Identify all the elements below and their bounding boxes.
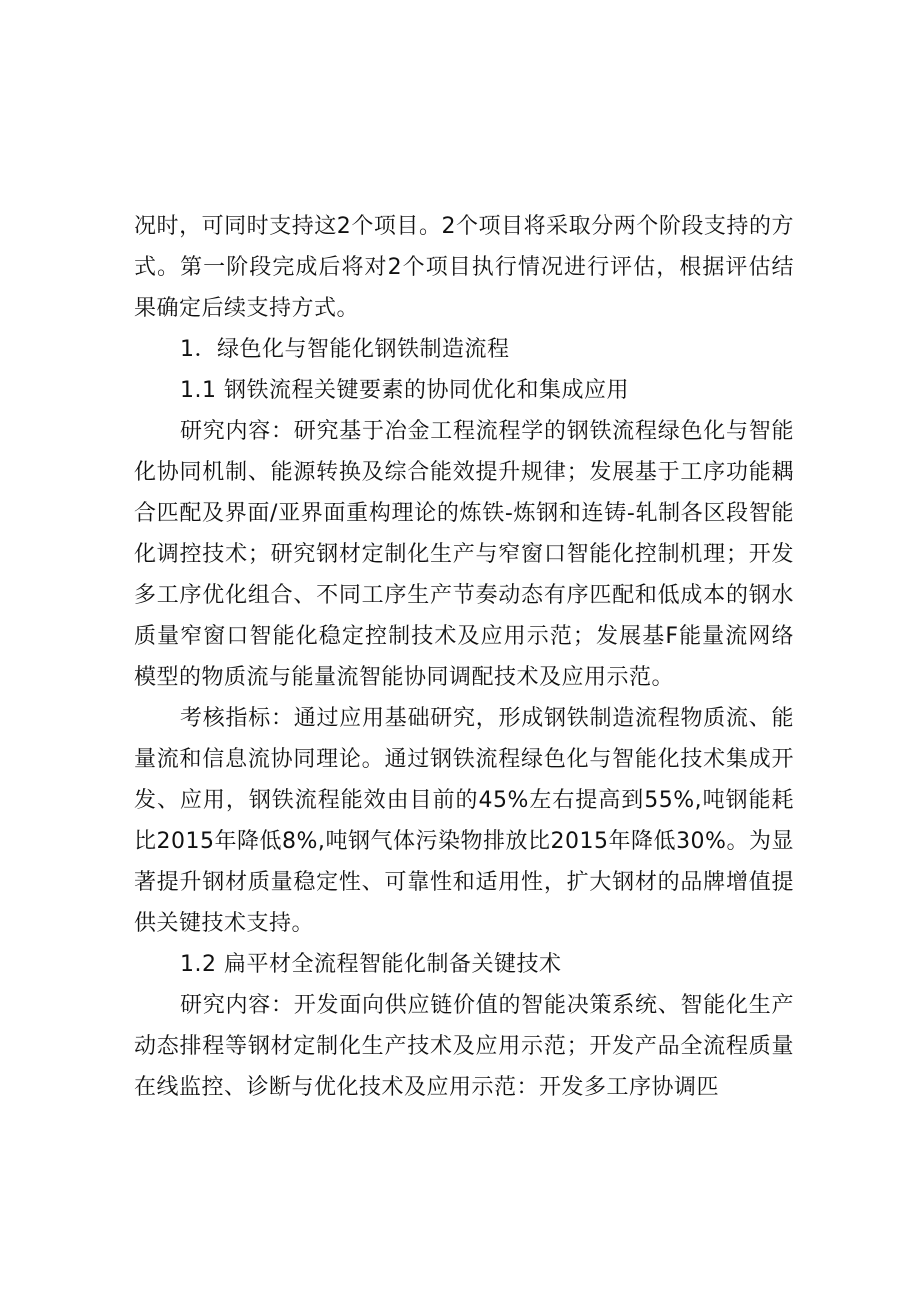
paragraph-research-content-1-2: 研究内容：开发面向供应链价值的智能决策系统、智能化生产动态排程等钢材定制化生产技术及应用示范；开发产品全流程质量在线监控、诊断与优化技术及应用示范：开发多工序协调匹	[134, 993, 794, 1100]
subsection-heading-1-1: 1.1 钢铁流程关键要素的协同优化和集成应用	[180, 378, 629, 403]
subsection-heading-1-2: 1.2 扁平材全流程智能化制备关键技术	[180, 952, 562, 977]
section-heading-1: 1．绿色化与智能化钢铁制造流程	[180, 337, 510, 362]
document-body	[134, 206, 794, 1108]
paragraph-continuation: 况时，可同时支持这2个项目。2个项目将采取分两个阶段支持的方式。第一阶段完成后将对2个项目执行情况进行评估，根据评估结果确定后续支持方式。	[134, 214, 794, 321]
paragraph-research-content-1-1: 研究内容：研究基于冶金工程流程学的钢铁流程绿色化与智能化协同机制、能源转换及综合能效提升规律；发展基于工序功能耦合匹配及界面/亚界面重构理论的炼铁-炼钢和连铸-轧制各区段智能化调控技术；研究钢材定制化生产与窄窗口智能化控制机理；开发多工序优化组合、不同工序生产节奏动态有序匹配和低成本的钢水质量窄窗口智能化稳定控制技术及应用示范；发展基F能量流网络模型的物质流与能量流智能协同调配技术及应用示范。	[134, 419, 794, 690]
paragraph-assessment-indicators-1-1: 考核指标：通过应用基础研究，形成钢铁制造流程物质流、能量流和信息流协同理论。通过钢铁流程绿色化与智能化技术集成开发、应用，钢铁流程能效由目前的45%左右提高到55%,吨钢能耗比2015年降低8%,吨钢气体污染物排放比2015年降低30%。为显著提升钢材质量稳定性、可靠性和适用性，扩大钢材的品牌增值提供关键技术支持。	[134, 706, 794, 936]
